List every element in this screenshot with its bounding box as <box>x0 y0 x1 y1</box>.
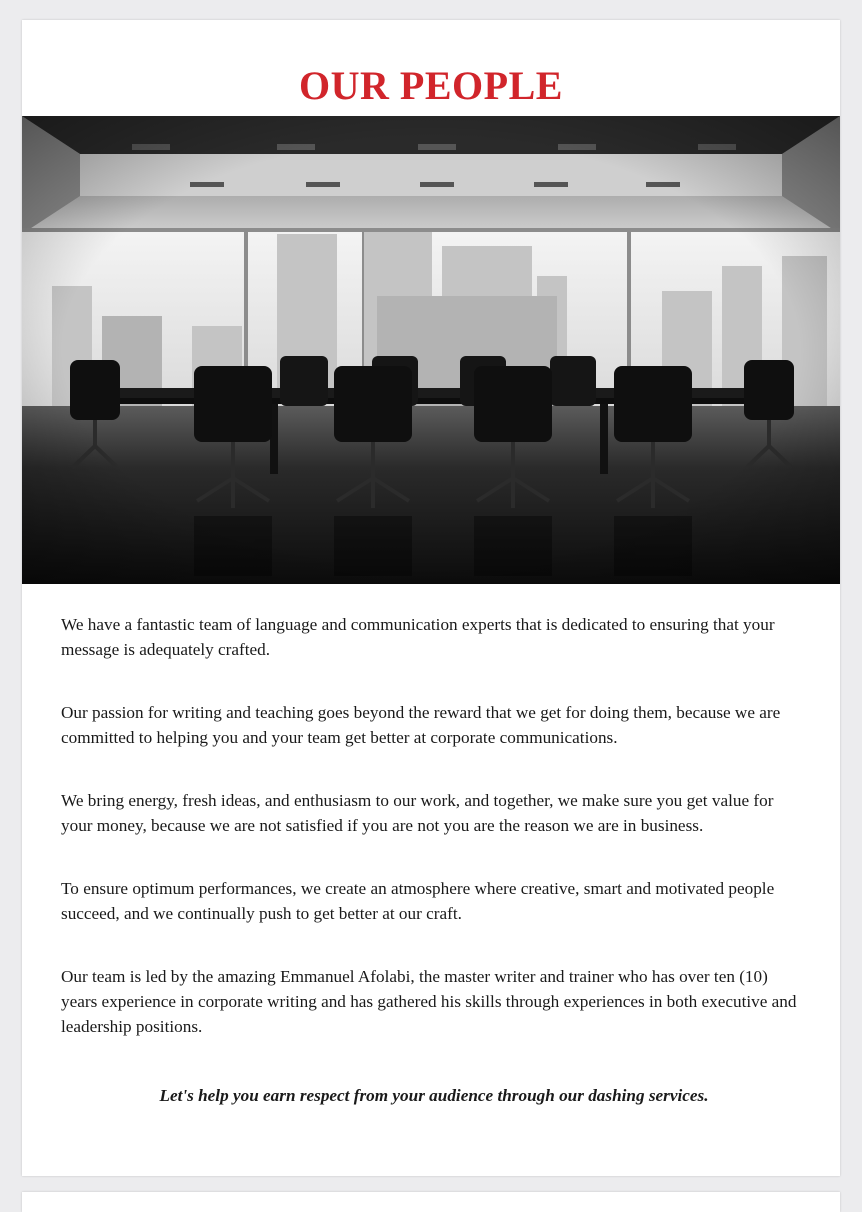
paragraph: Our team is led by the amazing Emmanuel Afolabi, the master writer and trainer who has over ten (10) years experience in corporate writing and has gathered his skills through experiences in both executive and leadership positions. <box>61 967 797 1036</box>
body-text <box>61 612 807 1146</box>
page-title: OUR PEOPLE <box>299 63 563 108</box>
document-page <box>22 20 840 1176</box>
closing-tagline: Let's help you earn respect from your audience through our dashing services. <box>159 1086 709 1105</box>
paragraph: Our passion for writing and teaching goes beyond the reward that we get for doing them, because we are committed to helping you and your team get better at corporate communications. <box>61 703 781 747</box>
paragraph: We bring energy, fresh ideas, and enthusiasm to our work, and together, we make sure you get value for your money, because we are not satisfied if you are not you are the reason we are in business. <box>61 791 774 835</box>
paragraph: We have a fantastic team of language and communication experts that is dedicated to ensuring that your message is adequately crafted. <box>61 615 775 659</box>
next-page-edge <box>22 1192 840 1212</box>
paragraph: To ensure optimum performances, we create an atmosphere where creative, smart and motivated people succeed, and we continually push to get better at our craft. <box>61 879 775 923</box>
conference-room-photo <box>22 116 840 584</box>
